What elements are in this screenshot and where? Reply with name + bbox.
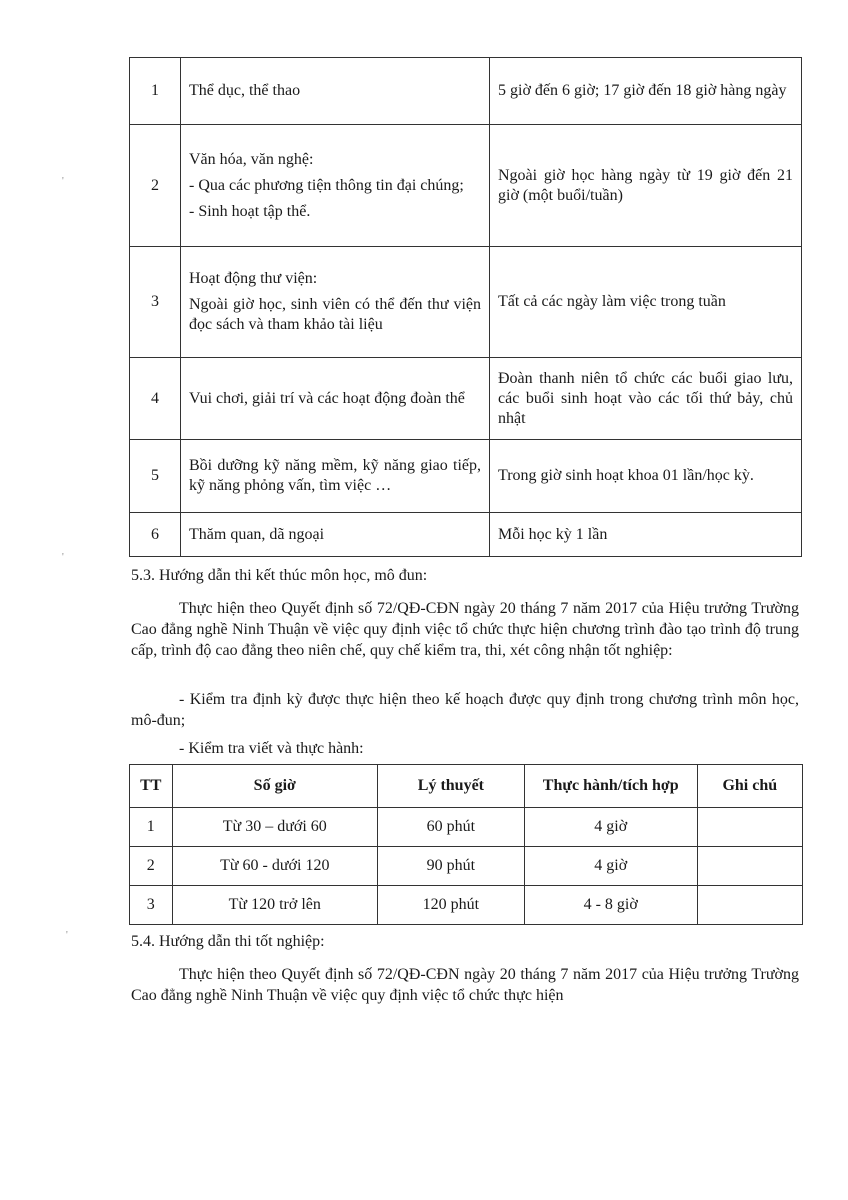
activity-text: Thăm quan, dã ngoại: [189, 525, 325, 543]
activity-cell: [181, 358, 490, 440]
cell-tt: 1: [130, 808, 173, 847]
cell-hours: Từ 120 trở lên: [172, 886, 377, 925]
cell-practice: 4 giờ: [524, 847, 697, 886]
activity-text: Thể dục, thể thao: [189, 82, 301, 99]
row-number: 6: [130, 513, 181, 557]
cell-practice: 4 giờ: [524, 808, 697, 847]
activity-cell: [181, 513, 490, 557]
cell-hours: Từ 30 – dưới 60: [172, 808, 377, 847]
margin-tick-mark: ': [62, 176, 64, 187]
exam-duration-table: [129, 764, 803, 925]
header-hours: Số giờ: [172, 765, 377, 808]
activity-text: Văn hóa, văn nghệ:: [189, 150, 314, 168]
cell-note: [697, 847, 802, 886]
time-cell: Tất cả các ngày làm việc trong tuần: [490, 247, 802, 358]
row-number: 4: [130, 358, 181, 440]
time-cell: Ngoài giờ học hàng ngày từ 19 giờ đến 21 giờ (một buổi/tuần): [490, 125, 802, 247]
row-number: 2: [130, 125, 181, 247]
cell-note: [697, 886, 802, 925]
cell-tt: 3: [130, 886, 173, 925]
activity-text: Vui chơi, giải trí và các hoạt động đoàn thể: [189, 389, 465, 407]
cell-theory: 120 phút: [377, 886, 524, 925]
activity-cell: [181, 247, 490, 358]
cell-practice: 4 - 8 giờ: [524, 886, 697, 925]
activity-cell: [181, 125, 490, 247]
table-row: [130, 513, 802, 557]
table-row: [130, 58, 802, 125]
header-practice: Thực hành/tích hợp: [524, 765, 697, 808]
section-5-3-heading: 5.3. Hướng dẫn thi kết thúc môn học, mô đun:: [131, 567, 428, 584]
table-row: [130, 358, 802, 440]
row-number: 5: [130, 440, 181, 513]
cell-tt: 2: [130, 847, 173, 886]
table-row: [130, 247, 802, 358]
activity-text: - Qua các phương tiện thông tin đại chúng;: [189, 176, 464, 194]
table-row: [130, 886, 803, 925]
section-5-4-heading: 5.4. Hướng dẫn thi tốt nghiệp:: [131, 933, 325, 950]
cell-note: [697, 808, 802, 847]
activity-text: Bồi dưỡng kỹ năng mềm, kỹ năng giao tiếp, kỹ năng phỏng vấn, tìm việc …: [189, 457, 481, 494]
section-5-4-paragraph: Thực hiện theo Quyết định số 72/QĐ-CĐN ngày 20 tháng 7 năm 2017 của Hiệu trưởng Trường Cao đẳng nghề Ninh Thuận về việc quy định việc tổ chức thực hiện: [131, 966, 799, 1004]
section-5-3-paragraph: Thực hiện theo Quyết định số 72/QĐ-CĐN ngày 20 tháng 7 năm 2017 của Hiệu trưởng Trường Cao đẳng nghề Ninh Thuận về việc quy định việc tổ chức thực hiện chương trình đào tạo trình độ trung cấp, trình độ cao đẳng theo niên chế, quy chế kiểm tra, thi, xét công nhận tốt nghiệp:: [131, 600, 799, 659]
cell-hours: Từ 60 - dưới 120: [172, 847, 377, 886]
time-cell: Mỗi học kỳ 1 lần: [490, 513, 802, 557]
table-row: [130, 440, 802, 513]
activity-cell: [181, 440, 490, 513]
activity-text: - Sinh hoạt tập thể.: [189, 202, 311, 220]
cell-theory: 90 phút: [377, 847, 524, 886]
activity-text: Ngoài giờ học, sinh viên có thể đến thư viện đọc sách và tham khảo tài liệu: [189, 296, 481, 333]
header-tt: TT: [130, 765, 173, 808]
section-5-3-bullet-1: - Kiểm tra định kỳ được thực hiện theo kế hoạch được quy định trong chương trình môn học, mô-đun;: [131, 691, 799, 729]
cell-theory: 60 phút: [377, 808, 524, 847]
table-row: [130, 847, 803, 886]
activities-table: [129, 57, 802, 557]
time-cell: Đoàn thanh niên tổ chức các buổi giao lưu, các buổi sinh hoạt vào các tối thứ bảy, chủ nhật: [490, 358, 802, 440]
table-row: [130, 125, 802, 247]
row-number: 1: [130, 58, 181, 125]
margin-tick-mark: ': [66, 930, 68, 941]
time-cell: 5 giờ đến 6 giờ; 17 giờ đến 18 giờ hàng ngày: [490, 58, 802, 125]
row-number: 3: [130, 247, 181, 358]
margin-tick-mark: ': [62, 552, 64, 563]
activity-text: Hoạt động thư viện:: [189, 270, 318, 287]
table-header-row: [130, 765, 803, 808]
section-5-3-bullet-2: - Kiểm tra viết và thực hành:: [179, 740, 364, 757]
activity-cell: [181, 58, 490, 125]
table-row: [130, 808, 803, 847]
time-cell: Trong giờ sinh hoạt khoa 01 lần/học kỳ.: [490, 440, 802, 513]
header-note: Ghi chú: [697, 765, 802, 808]
header-theory: Lý thuyết: [377, 765, 524, 808]
